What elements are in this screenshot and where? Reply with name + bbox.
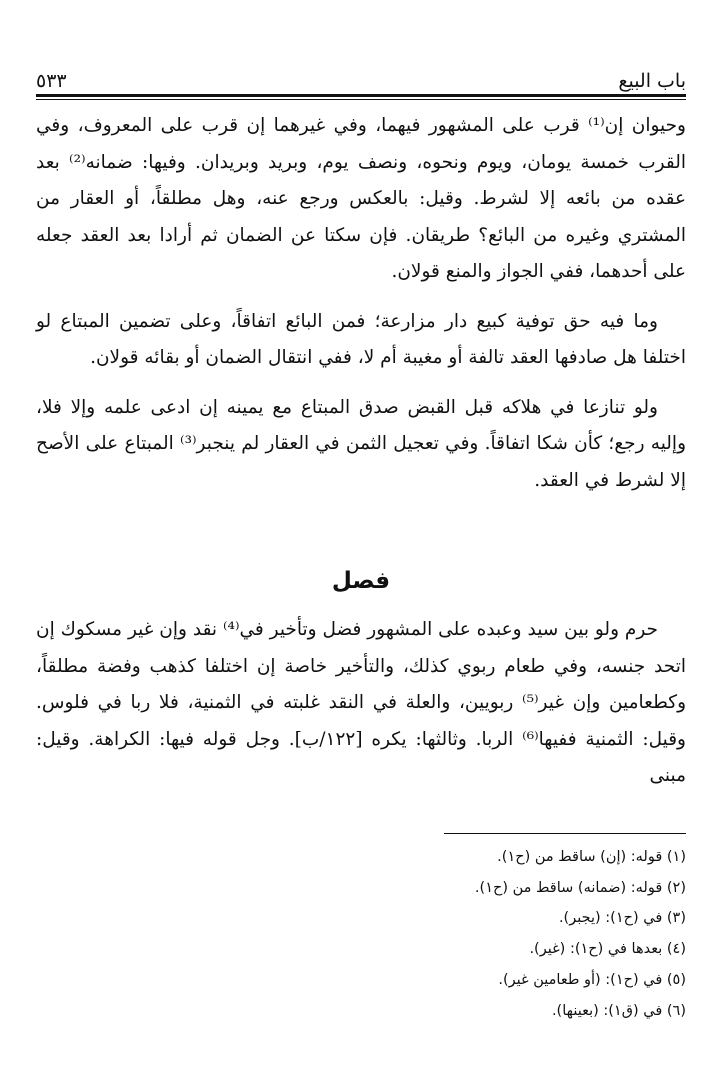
- footnote-4: (٤) بعدها في (ح١): (غير).: [529, 941, 686, 958]
- main-text: [36, 108, 686, 512]
- section-paragraph: حرم ولو بين سيد وعبده على المشهور فضل وتأخير في⁽⁴⁾ نقد وإن غير مسكوك إن اتحد جنسه، وفي طعام ربوي كذلك، والتأخير خاصة إن اختلفا كذهب وفضة مطلقاً، وكطعامين وإن غير⁽⁵⁾ ربويين، والعلة في النقد غلبته في الثمنية، فلا ربا في فلوس. وقيل: الثمنية ففيها⁽⁶⁾ الربا. وثالثها: يكره [١٢٢/ب]. وجل قوله فيها: الكراهة. وقيل: مبنى: [36, 619, 686, 786]
- page-header: [36, 58, 686, 92]
- footnote-2: (٢) قوله: (ضمانه) ساقط من (ح١).: [474, 879, 686, 896]
- header-rule-thin: [36, 99, 686, 100]
- page-number: ٥٣٣: [36, 70, 67, 92]
- paragraph-1: وحيوان إن⁽¹⁾ قرب على المشهور فيهما، وفي غيرهما إن قرب على المعروف، وفي القرب خمسة يومان، ويوم ونحوه، ونصف يوم، وبريد وبريدان. وفيها: ضمانه⁽²⁾ بعد عقده من بائعه إلا لشرط. وقيل: بالعكس ورجع عنه، وهل مطلقاً، أو العقار من المشتري وغيره من البائع؟ طريقان. فإن سكتا عن الضمان ثم أرادا بعد العقد جعله على أحدهما، ففي الجواز والمنع قولان.: [36, 115, 686, 282]
- chapter-title: باب البيع: [618, 70, 686, 92]
- footnote-5: (٥) في (ح١): (أو طعامين غير).: [498, 971, 686, 988]
- section-heading: فصل: [331, 568, 391, 594]
- footnote-6: (٦) في (ق١): (بعينها).: [551, 1002, 686, 1019]
- footnote-1: (١) قوله: (إن) ساقط من (ح١).: [497, 849, 686, 865]
- footnote-divider: [444, 833, 686, 834]
- section-text: [36, 612, 686, 808]
- paragraph-2: وما فيه حق توفية كبيع دار مزارعة؛ فمن البائع اتفاقاً، وعلى تضمين المبتاع لو اختلفا هل صادفها العقد تالفة أو مغيبة أم لا، ففي انتقال الضمان أو بقائه قولان.: [36, 310, 686, 368]
- header-rule-thick: [36, 94, 686, 97]
- footnotes: [36, 842, 686, 1026]
- paragraph-3: ولو تنازعا في هلاكه قبل القبض صدق المبتاع مع يمينه إن ادعى علمه وإلا فلا، وإليه رجع؛ كأن شكا اتفاقاً. وفي تعجيل الثمن في العقار لم ينجبر⁽³⁾ المبتاع على الأصح إلا لشرط في العقد.: [36, 396, 687, 491]
- footnote-3: (٣) في (ح١): (يجبر).: [558, 910, 686, 927]
